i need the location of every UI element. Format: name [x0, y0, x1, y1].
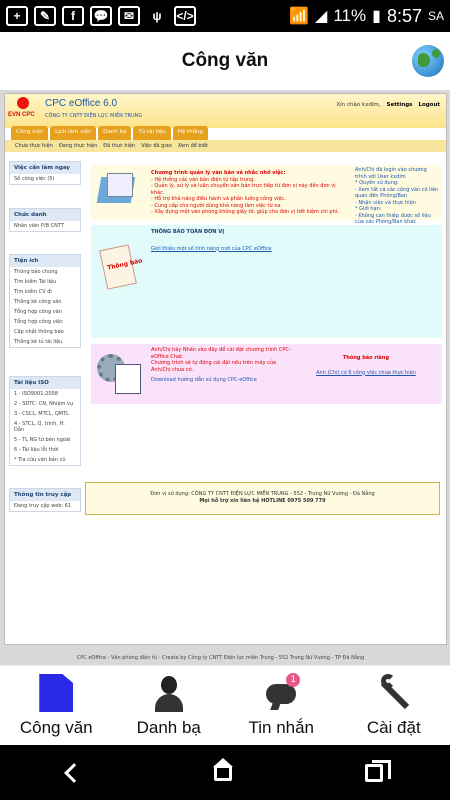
home-icon[interactable]	[214, 765, 232, 781]
sidebar-utilities	[9, 254, 81, 348]
chat-icon	[264, 674, 298, 712]
battery-level: 11%	[333, 6, 367, 25]
intro-title: Chương trình quản lý văn bản và nhắc nhở việc:	[151, 170, 286, 176]
login-info: - Không can thiệp được số liệu của các Phòng/Ban khác	[355, 212, 431, 225]
subnav-item[interactable]: Xem để biết	[177, 143, 209, 149]
sidebar-item[interactable]: Cập nhật thông báo	[14, 329, 64, 335]
wrench-icon	[377, 674, 411, 712]
status-bar	[0, 0, 450, 32]
intro-line: - Cung cấp cho người dùng khả năng làm việc từ xa.	[151, 202, 282, 209]
nav-tu-tai-lieu[interactable]: Tủ tài liệu	[133, 126, 170, 140]
sidebar-iso	[9, 376, 81, 466]
login-info: Anh/Chị đã login vào chương trình với User kxdlm	[355, 167, 427, 180]
settings-doc-icon	[97, 352, 145, 396]
announcement-icon: Thông báo	[99, 243, 143, 293]
logout-link[interactable]: Logout	[418, 102, 440, 108]
subnav-item[interactable]: Chưa thực hiện	[15, 143, 53, 149]
pencil-icon: ✎	[34, 6, 56, 26]
sidebar-title	[9, 208, 81, 232]
login-info: * Giới hạn:	[355, 206, 382, 212]
plus-box-icon: +	[6, 6, 28, 26]
sidebar-item[interactable]: Số công việc (5)	[14, 176, 55, 182]
announcement-link[interactable]: Giới thiệu một số tính năng mới của CPC eOffice	[151, 245, 272, 252]
sidebar-item[interactable]: Tìm kiếm CV đi	[14, 289, 52, 295]
auto-install-text: Chương trình sẽ tự động cài đặt nếu trên máy của Anh/Chị chưa có.	[151, 360, 277, 373]
sidebar-heading: Tiện ích	[10, 255, 80, 267]
nav-danh-ba[interactable]: Danh bạ	[98, 126, 131, 140]
sidebar-item[interactable]: * Tra cứu văn bản cũ	[14, 457, 66, 463]
tab-bar	[0, 665, 450, 745]
greeting: Xin chào kxdlm,	[336, 102, 381, 108]
sidebar-access	[9, 488, 81, 512]
sidebar-item[interactable]: 6 - Tài liệu lỗi thời	[14, 447, 59, 453]
web-view[interactable]	[0, 90, 450, 665]
copyright: CPC eOffice - Văn phòng điện tử - Create by Công ty CNTT Điện lực miền Trung - 552 Trưng Nữ Vương - TP Đà Nẵng	[76, 655, 365, 661]
tab-label: Danh bạ	[136, 718, 201, 737]
usb-icon: ψ	[152, 9, 162, 23]
sidebar-heading: Việc cần làm ngay	[10, 162, 80, 174]
intro-line: - Hỗ trợ khả năng điều hành và phân luồng công việc.	[151, 196, 286, 202]
code-icon: </>	[174, 6, 196, 26]
site-header	[5, 94, 446, 128]
tab-cong-van[interactable]	[0, 666, 113, 745]
comment-icon: 💬	[90, 6, 112, 26]
sidebar-item[interactable]: Thống kê tủ tài liệu	[14, 339, 63, 345]
private-notice-title: Thông báo riêng	[342, 355, 390, 361]
sidebar-item[interactable]: Thống kê công văn	[14, 299, 62, 305]
sidebar-item[interactable]: 5 - TL NG từ bên ngoài	[14, 437, 71, 443]
nav-cong-viec[interactable]: Công việc	[11, 126, 48, 140]
facebook-icon: f	[62, 6, 84, 26]
tab-tin-nhan[interactable]	[225, 666, 338, 745]
install-chat-text[interactable]: Anh/Chị hãy Nhấn vào đây để cài đặt chương trình CPC-eOffice Chat.	[151, 347, 291, 360]
sidebar-urgent	[9, 161, 81, 185]
nav-lich-lam-viec[interactable]: Lịch làm việc	[50, 126, 96, 140]
settings-link[interactable]: Settings	[386, 102, 413, 108]
login-info: * Quyền sử dụng:	[355, 180, 399, 186]
sidebar-item[interactable]: 1 - ISO9001:2008	[14, 391, 58, 397]
sidebar-item: Đang truy cập web: 61	[14, 503, 72, 509]
page-title: Công văn	[181, 50, 269, 71]
nav-he-thong[interactable]: Hệ thống	[173, 126, 208, 140]
unread-badge: 1	[286, 673, 300, 687]
intro-line: - Quản lý, xử lý và luân chuyển văn bản trực tiếp từ đơn vị này đến đơn vị khác.	[151, 183, 336, 196]
download-guide-link[interactable]: Download hướng dẫn sử dụng CPC-eOffice	[151, 377, 257, 383]
sidebar-heading: Tài liệu ISO	[10, 377, 80, 389]
sidebar-item[interactable]: Tổng hợp công văn	[14, 309, 62, 315]
sidebar-item[interactable]: 3 - CSCL, MTCL, QMTL	[14, 411, 69, 417]
tab-cai-dat[interactable]	[338, 666, 450, 745]
intro-line: - Hệ thống các văn bản điện tử tập trung.	[151, 176, 255, 183]
brand-title: CPC eOffice 6.0	[45, 98, 118, 109]
hotline: Mọi hỗ trợ xin liên hệ HOTLINE 0975 509 779	[199, 498, 326, 504]
subnav-item[interactable]: Đã thực hiện	[103, 143, 136, 149]
announcement-panel	[91, 225, 442, 338]
recent-apps-icon[interactable]	[365, 764, 383, 782]
person-icon	[152, 674, 186, 712]
mail-icon: ✉	[118, 6, 140, 26]
sub-nav	[5, 140, 446, 152]
subnav-item[interactable]: Việc đã giao	[141, 143, 172, 149]
signal-icon: ◢	[315, 8, 328, 25]
app-bar	[0, 32, 450, 90]
sidebar-item: Nhân viên P/B CNTT	[14, 223, 64, 229]
system-nav-bar	[0, 745, 450, 800]
sidebar-item[interactable]: Thông báo chung	[14, 269, 58, 275]
clock: 8:57	[386, 5, 422, 26]
eoffice-page	[4, 93, 447, 645]
evn-logo: EVN CPC	[8, 97, 38, 125]
battery-icon: ▮	[372, 8, 381, 25]
sidebar-heading: Thông tin truy cập	[10, 489, 80, 501]
notification-icons	[6, 6, 196, 26]
sidebar-item[interactable]: Tổng hợp công việc	[14, 319, 63, 325]
sidebar-item[interactable]: 2 - SĐTC: CN, Nhiệm vụ	[14, 401, 74, 407]
sidebar-item[interactable]: 4 - STCL, Q. trình, H. Dẫn	[14, 421, 65, 433]
subnav-item[interactable]: Đang thực hiện	[58, 143, 98, 149]
intro-line: - Xây dựng một văn phòng không giấy tờ, giúp cho đơn vị tiết kiệm chi phí.	[151, 209, 339, 215]
intro-panel	[91, 165, 442, 225]
main-nav	[5, 126, 208, 140]
document-icon	[39, 674, 73, 712]
chat-panel	[91, 344, 442, 404]
announcement-title: THÔNG BÁO TOÀN ĐƠN VỊ	[151, 229, 225, 235]
login-info: - Xem tất cả các công văn có liên quan đến Phòng/Ban	[355, 186, 439, 199]
org-footer	[85, 482, 440, 515]
wifi-icon: 📶	[289, 8, 310, 25]
org-info: Đơn vị sử dụng: CÔNG TY CNTT ĐIỆN LỰC MIỀN TRUNG - 552 - Trưng Nữ Vương - Đà Nẵng	[150, 491, 375, 497]
tab-label: Cài đặt	[366, 718, 421, 737]
pending-tasks-link[interactable]: Anh (Chị) có 6 công việc chưa thực hiện	[316, 369, 416, 376]
tab-label: Công văn	[19, 718, 93, 737]
documents-icon	[95, 169, 141, 211]
clock-ampm: SA	[427, 9, 444, 23]
globe-icon[interactable]	[412, 45, 444, 77]
tab-label: Tin nhắn	[248, 718, 315, 737]
sidebar-heading: Chức danh	[10, 209, 80, 221]
back-icon[interactable]	[64, 763, 84, 783]
sidebar-item[interactable]: Tìm kiếm Tài liệu	[14, 279, 57, 285]
tab-danh-ba[interactable]	[113, 666, 226, 745]
login-info: - Nhận việc và thực hiện	[355, 199, 416, 206]
brand-subtitle: CÔNG TY CNTT ĐIỆN LỰC MIỀN TRUNG	[45, 113, 143, 119]
